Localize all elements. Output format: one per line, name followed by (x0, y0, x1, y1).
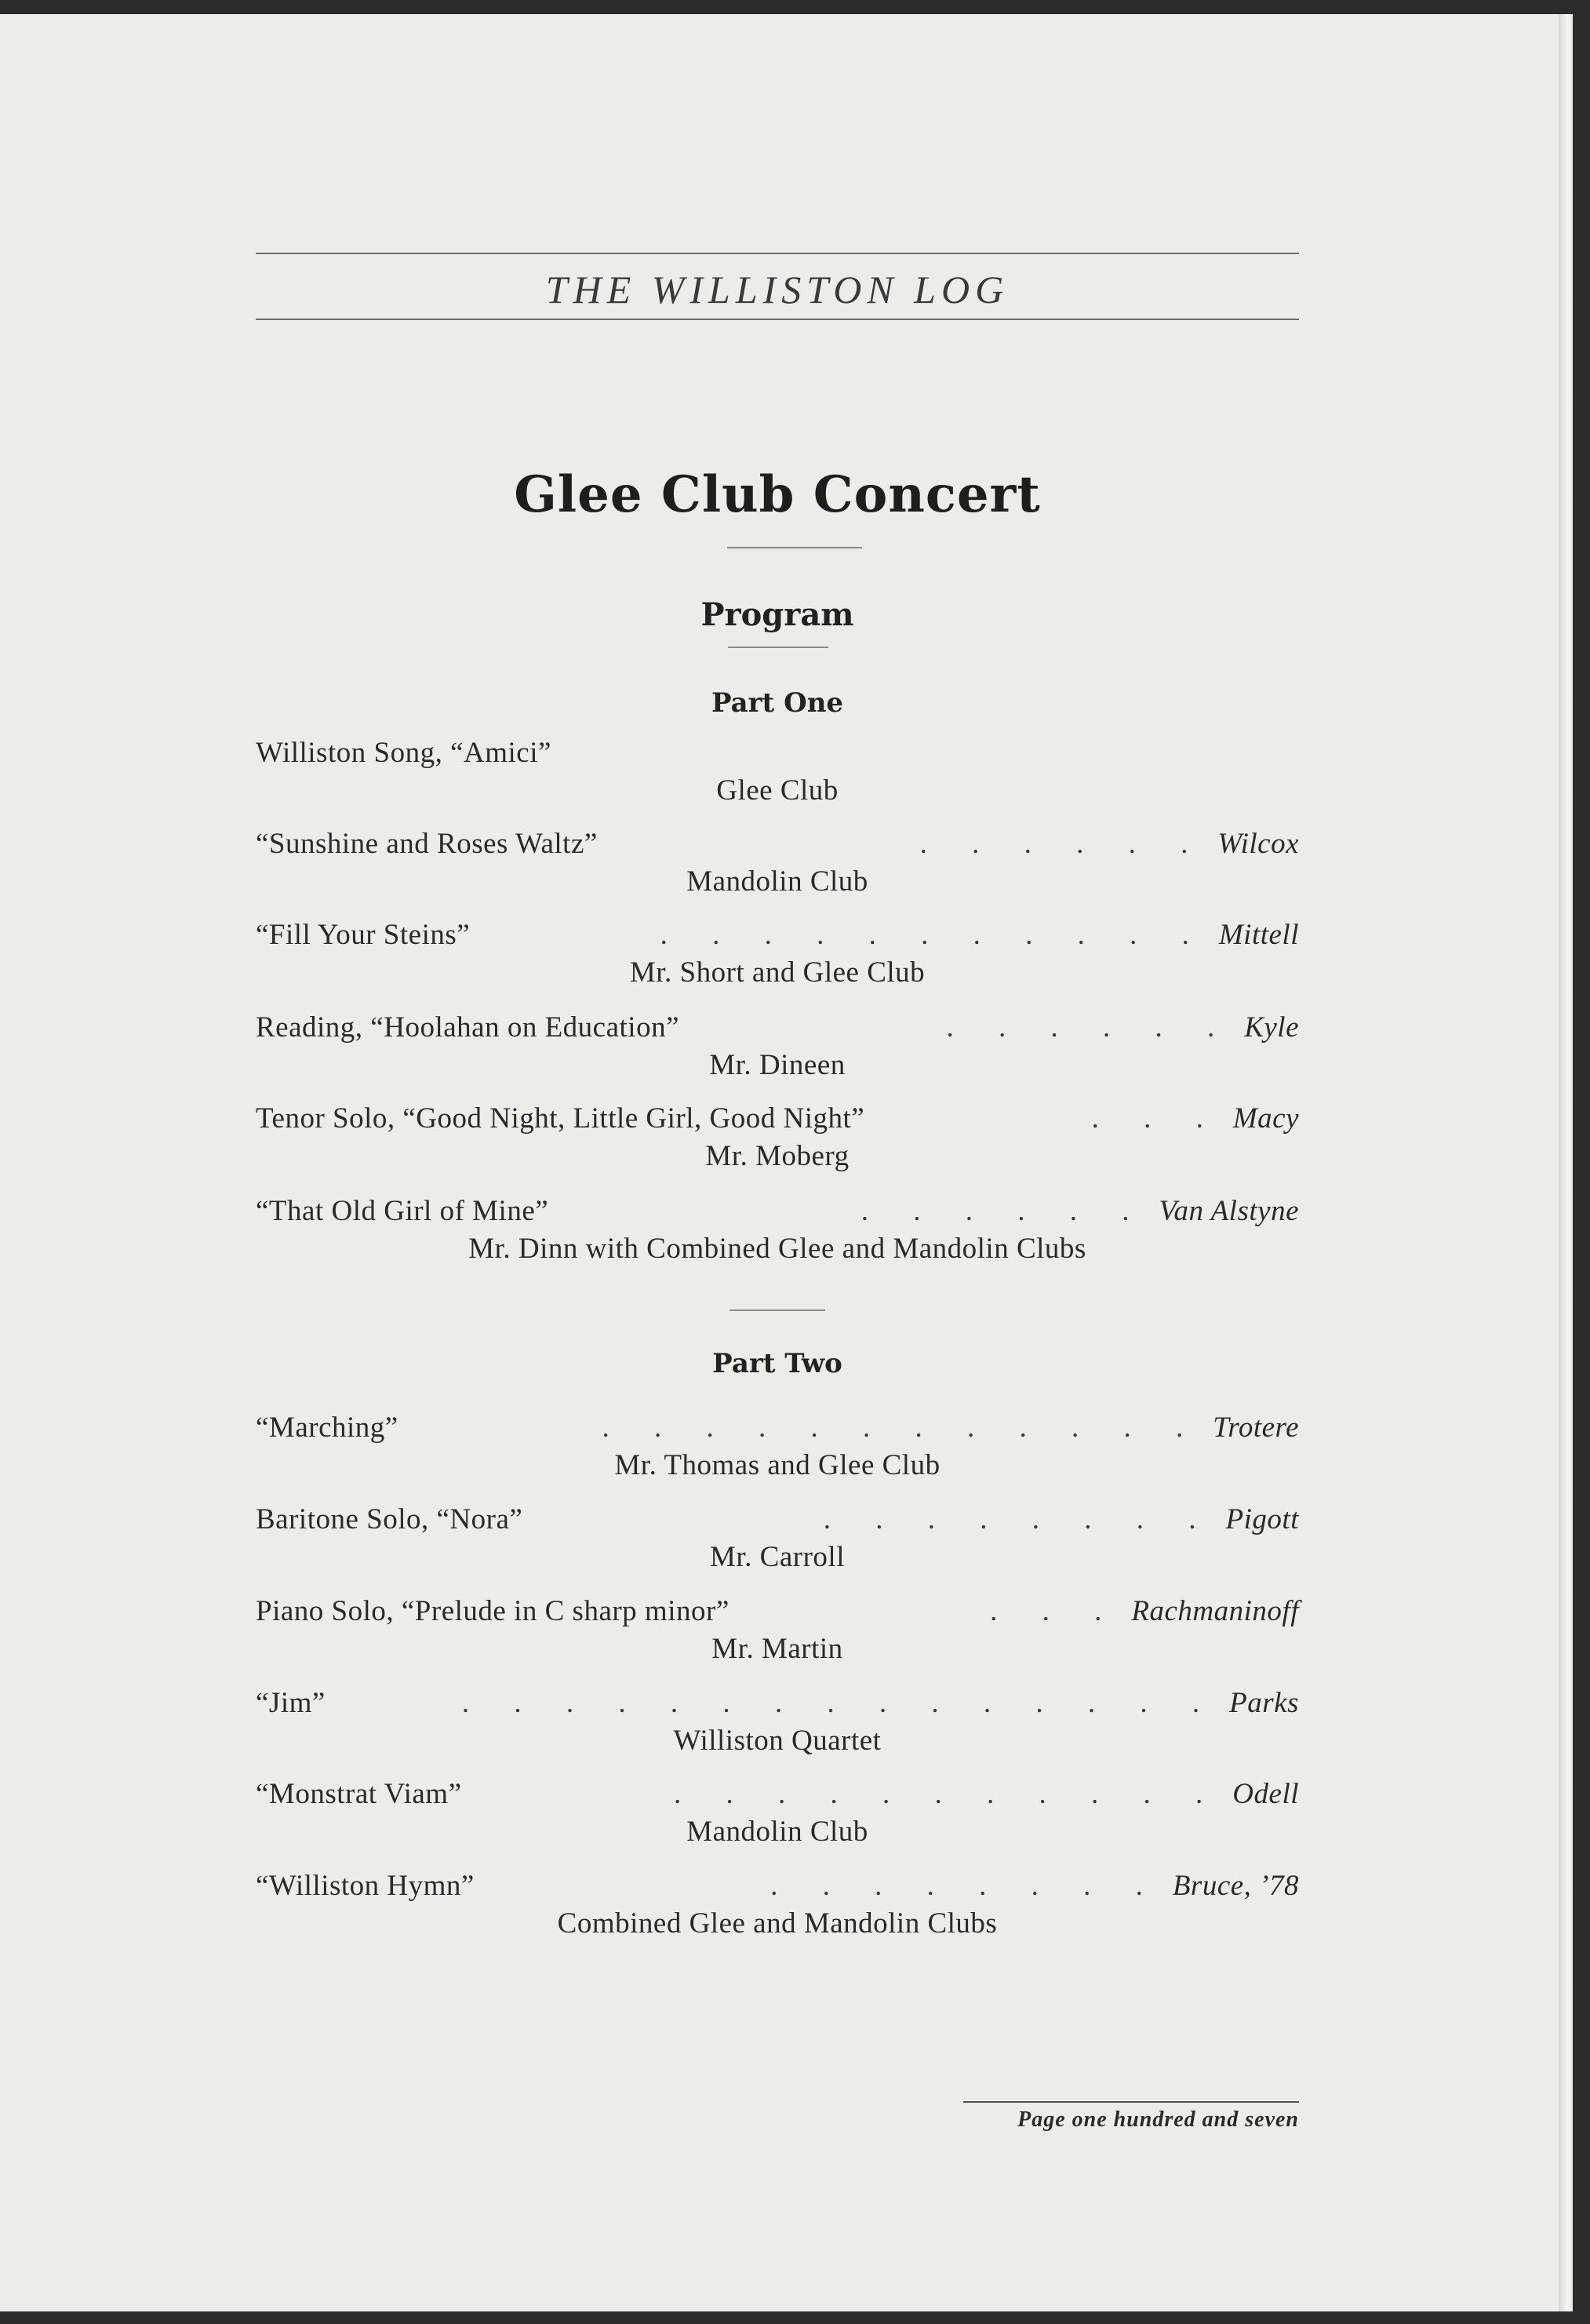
program-item (256, 1193, 1299, 1271)
page (0, 14, 1573, 2311)
item-composer: Bruce, ’78 (1172, 1870, 1299, 1902)
program-item (256, 916, 1299, 995)
item-performer: Mr. Dineen (709, 1049, 846, 1081)
item-composer: Trotere (1213, 1412, 1299, 1444)
program-item (256, 1867, 1299, 1946)
dot-leader: . . . . . . (860, 1195, 1148, 1227)
part-divider-rule (730, 1310, 825, 1311)
program-item (256, 1009, 1299, 1087)
dot-leader: . . . . . . . . (770, 1870, 1162, 1902)
item-title: Piano Solo, “Prelude in C sharp minor” (256, 1595, 730, 1627)
program-item (256, 1409, 1299, 1488)
item-composer: Mittell (1218, 919, 1299, 951)
dot-leader: . . . . . . . . . . . . (602, 1412, 1203, 1444)
item-composer: Parks (1229, 1687, 1299, 1719)
dot-leader: . . . . . . . . . . . (660, 919, 1208, 951)
item-performer: Mr. Martin (711, 1633, 843, 1665)
item-title: “Jim” (256, 1687, 326, 1719)
item-composer: Rachmaninoff (1131, 1595, 1299, 1627)
item-title: “That Old Girl of Mine” (256, 1195, 549, 1227)
dot-leader: . . . . . . . . . . . . . . . (461, 1687, 1219, 1719)
page-edge (1559, 14, 1573, 2311)
item-title: “Sunshine and Roses Waltz” (256, 828, 598, 860)
program-item (256, 1100, 1299, 1178)
item-performer: Mr. Short and Glee Club (629, 956, 926, 989)
item-title: Tenor Solo, “Good Night, Little Girl, Good Night” (256, 1102, 865, 1135)
item-title: Baritone Solo, “Nora” (256, 1503, 523, 1535)
title-rule (727, 547, 862, 548)
dot-leader: . . . (1091, 1102, 1222, 1135)
part-two-heading: Part Two (712, 1348, 842, 1379)
item-title: “Marching” (256, 1412, 398, 1444)
item-performer: Williston Quartet (673, 1725, 882, 1757)
item-title: Williston Song, “Amici” (256, 737, 551, 769)
item-performer: Mr. Moberg (705, 1140, 850, 1172)
item-title: “Monstrat Viam” (256, 1778, 462, 1810)
item-performer: Glee Club (716, 774, 839, 807)
item-performer: Mr. Dinn with Combined Glee and Mandolin Clubs (468, 1233, 1086, 1265)
running-head: THE WILLISTON LOG (545, 268, 1010, 311)
program-item (256, 1593, 1299, 1671)
program-item (256, 1501, 1299, 1579)
program-item (256, 1685, 1299, 1763)
item-performer: Mandolin Club (686, 865, 868, 898)
item-performer: Combined Glee and Mandolin Clubs (557, 1907, 998, 1940)
item-composer: Macy (1232, 1102, 1299, 1135)
item-composer: Van Alstyne (1159, 1195, 1299, 1227)
item-performer: Mr. Thomas and Glee Club (614, 1449, 941, 1481)
program-heading: Program (700, 596, 854, 633)
item-title: “Fill Your Steins” (256, 919, 471, 951)
item-composer: Wilcox (1217, 828, 1299, 860)
program-rule (728, 647, 828, 648)
item-composer: Kyle (1244, 1011, 1299, 1044)
item-title: “Williston Hymn” (256, 1870, 475, 1902)
item-title: Reading, “Hoolahan on Education” (256, 1011, 679, 1044)
program-item (256, 825, 1299, 904)
item-composer: Odell (1232, 1778, 1299, 1810)
header-top-rule (256, 253, 1299, 254)
dot-leader: . . . . . . (946, 1011, 1234, 1044)
dot-leader: . . . . . . (919, 828, 1207, 860)
footer-rule (963, 2101, 1299, 2103)
dot-leader: . . . . . . . . (823, 1503, 1215, 1535)
program-item (256, 1776, 1299, 1854)
dot-leader: . . . (990, 1595, 1121, 1627)
part-one-heading: Part One (711, 687, 844, 719)
item-performer: Mandolin Club (686, 1816, 868, 1848)
page-title: Glee Club Concert (514, 465, 1041, 524)
item-performer: Mr. Carroll (710, 1541, 845, 1573)
page-content (256, 14, 1299, 2311)
item-composer: Pigott (1225, 1503, 1299, 1535)
header-bottom-rule (256, 319, 1299, 320)
page-number-footer: Page one hundred and seven (1017, 2107, 1299, 2132)
dot-leader: . . . . . . . . . . . (674, 1778, 1222, 1810)
program-item (256, 734, 1299, 813)
